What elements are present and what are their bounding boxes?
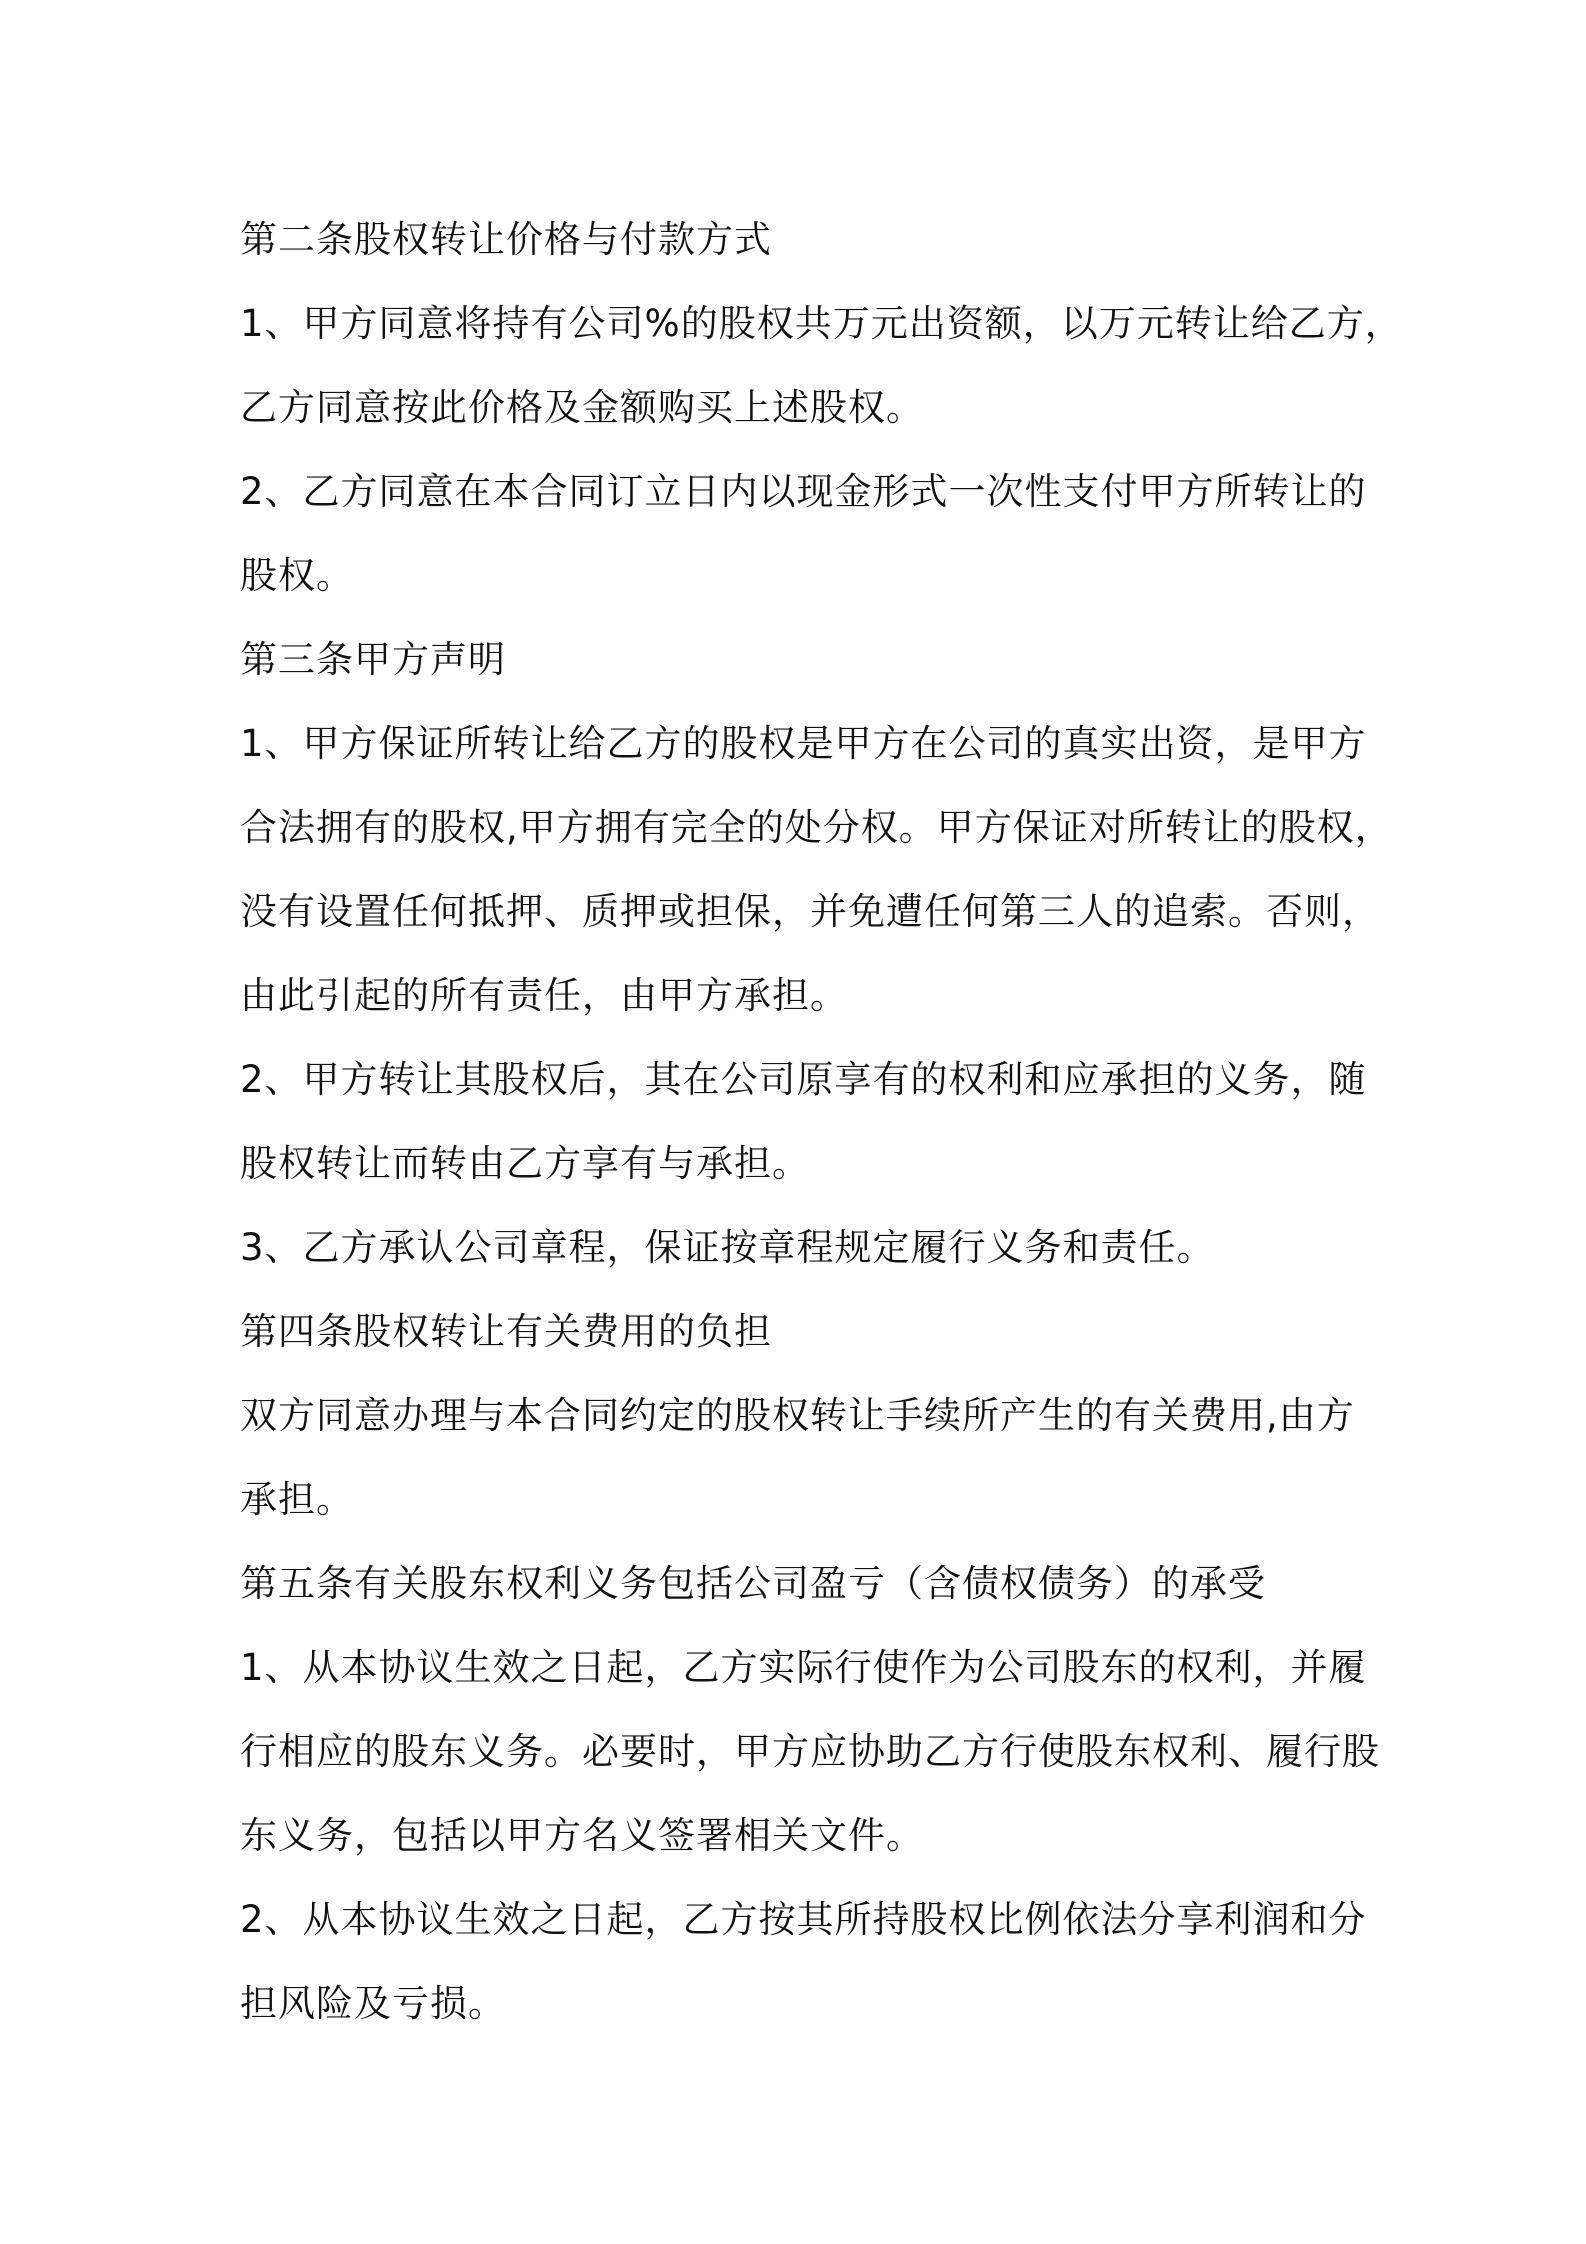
- paragraph-line: 1、甲方同意将持有公司%的股权共万元出资额，以万元转让给乙方，: [240, 302, 1403, 345]
- paragraph-line: 2、乙方同意在本合同订立日内以现金形式一次性支付甲方所转让的: [240, 470, 1367, 513]
- heading-article-4: 第四条股权转让有关费用的负担: [240, 1310, 772, 1353]
- paragraph-line: 行相应的股东义务。必要时，甲方应协助乙方行使股东权利、履行股: [240, 1730, 1380, 1773]
- paragraph-line: 1、从本协议生效之日起，乙方实际行使作为公司股东的权利，并履: [240, 1646, 1367, 1689]
- paragraph-line: 东义务，包括以甲方名义签署相关文件。: [240, 1814, 924, 1857]
- paragraph-line: 合法拥有的股权,甲方拥有完全的处分权。甲方保证对所转让的股权，: [240, 806, 1393, 849]
- paragraph-line: 2、从本协议生效之日起，乙方按其所持股权比例依法分享利润和分: [240, 1898, 1367, 1941]
- paragraph-line: 承担。: [240, 1478, 354, 1521]
- paragraph-line: 担风险及亏损。: [240, 1982, 506, 2025]
- paragraph-line: 3、乙方承认公司章程，保证按章程规定履行义务和责任。: [240, 1226, 1215, 1269]
- heading-article-5: 第五条有关股东权利义务包括公司盈亏（含债权债务）的承受: [240, 1562, 1266, 1605]
- paragraph-line: 双方同意办理与本合同约定的股权转让手续所产生的有关费用,由方: [240, 1394, 1355, 1437]
- paragraph-line: 股权转让而转由乙方享有与承担。: [240, 1142, 810, 1185]
- heading-article-2: 第二条股权转让价格与付款方式: [240, 218, 772, 261]
- document-body: [240, 198, 1403, 2046]
- paragraph-line: 乙方同意按此价格及金额购买上述股权。: [240, 386, 924, 429]
- paragraph-line: 股权。: [240, 554, 354, 597]
- heading-article-3: 第三条甲方声明: [240, 638, 506, 681]
- paragraph-line: 由此引起的所有责任，由甲方承担。: [240, 974, 848, 1017]
- paragraph-line: 没有设置任何抵押、质押或担保，并免遭任何第三人的追索。否则，: [240, 890, 1380, 933]
- paragraph-line: 1、甲方保证所转让给乙方的股权是甲方在公司的真实出资，是甲方: [240, 722, 1367, 765]
- paragraph-line: 2、甲方转让其股权后，其在公司原享有的权利和应承担的义务，随: [240, 1058, 1367, 1101]
